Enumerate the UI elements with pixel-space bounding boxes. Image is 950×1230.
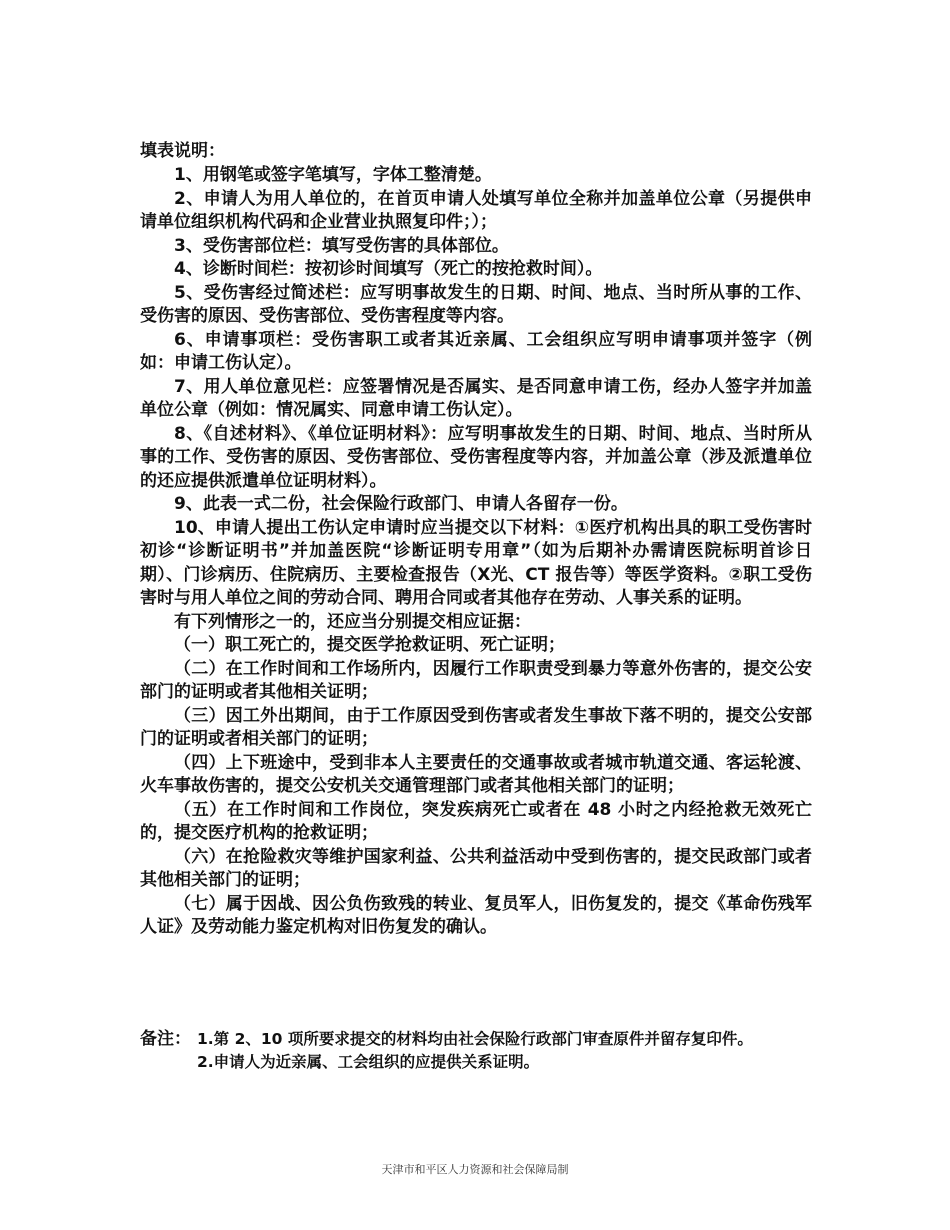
instructions-body [140, 164, 812, 940]
evidence-case-6: （六）在抢险救灾等维护国家利益、公共利益活动中受到伤害的，提交民政部门或者其他相关部门的证明； [140, 846, 812, 890]
remark-item-1: 1.第 2、10 项所要求提交的材料均由社会保险行政部门审查原件并留存复印件。 [197, 1030, 753, 1048]
instruction-item-4: 4、诊断时间栏：按初诊时间填写（死亡的按抢救时间）。 [174, 259, 603, 279]
evidence-case-4: （四）上下班途中，受到非本人主要责任的交通事故或者城市轨道交通、客运轮渡、火车事故伤害的，提交公安机关交通管理部门或者其他相关部门的证明； [140, 752, 812, 796]
instruction-item-3: 3、受伤害部位栏：填写受伤害的具体部位。 [174, 235, 509, 256]
evidence-intro: 有下列情形之一的，还应当分别提交相应证据： [174, 611, 531, 632]
instructions-heading: 填表说明： [140, 141, 225, 161]
evidence-case-7: （七）属于因战、因公负伤致残的转业、复员军人，旧伤复发的，提交《革命伤残军人证》及劳动能力鉴定机构对旧伤复发的确认。 [140, 893, 812, 937]
instruction-item-9: 9、此表一式二份，社会保险行政部门、申请人各留存一份。 [174, 494, 628, 514]
instruction-item-5: 5、受伤害经过简述栏：应写明事故发生的日期、时间、地点、当时所从事的工作、受伤害的原因、受伤害部位、受伤害程度等内容。 [140, 282, 812, 326]
instruction-item-6: 6、申请事项栏：受伤害职工或者其近亲属、工会组织应写明申请事项并签字（例如：申请工伤认定）。 [140, 329, 812, 373]
remark-item-2: 2.申请人为近亲属、工会组织的应提供关系证明。 [197, 1053, 540, 1071]
instruction-item-8: 8、《自述材料》、《单位证明材料》：应写明事故发生的日期、时间、地点、当时所从事的工作、受伤害的原因、受伤害部位、受伤害程度等内容，并加盖公章（涉及派遣单位的还应提供派遣单位证明材料）。 [140, 423, 812, 491]
evidence-case-2: （二）在工作时间和工作场所内，因履行工作职责受到暴力等意外伤害的，提交公安部门的证明或者其他相关证明； [140, 658, 812, 702]
instruction-item-2: 2、申请人为用人单位的，在首页申请人处填写单位全称并加盖单位公章（另提供申请单位组织机构代码和企业营业执照复印件；）； [140, 188, 812, 232]
evidence-case-1: （一）职工死亡的，提交医学抢救证明、死亡证明； [174, 635, 565, 655]
instruction-item-7: 7、用人单位意见栏：应签署情况是否属实、是否同意申请工伤，经办人签字并加盖单位公章（例如：情况属实、同意申请工伤认定）。 [140, 376, 812, 420]
instruction-item-10: 10、申请人提出工伤认定申请时应当提交以下材料：①医疗机构出具的职工受伤害时初诊“诊断证明书”并加盖医院“诊断证明专用章”（如为后期补办需请医院标明首诊日期）、门诊病历、住院病历、主要检查报告（X光、CT 报告等）等医学资料。②职工受伤害时与用人单位之间的劳动合同、聘用合同或者其他存在劳动、人事关系的证明。 [140, 517, 812, 608]
evidence-case-5: （五）在工作时间和工作岗位，突发疾病死亡或者在 48 小时之内经抢救无效死亡的，提交医疗机构的抢救证明； [140, 799, 812, 843]
remarks-label: 备注： [140, 1029, 191, 1049]
instruction-item-1: 1、用钢笔或签字笔填写，字体工整清楚。 [174, 165, 492, 185]
evidence-case-3: （三）因工外出期间，由于工作原因受到伤害或者发生事故下落不明的，提交公安部门的证明或者相关部门的证明； [140, 705, 812, 749]
remarks-section [140, 1028, 812, 1074]
issuer-footer: 天津市和平区人力资源和社会保障局制 [381, 1163, 569, 1176]
